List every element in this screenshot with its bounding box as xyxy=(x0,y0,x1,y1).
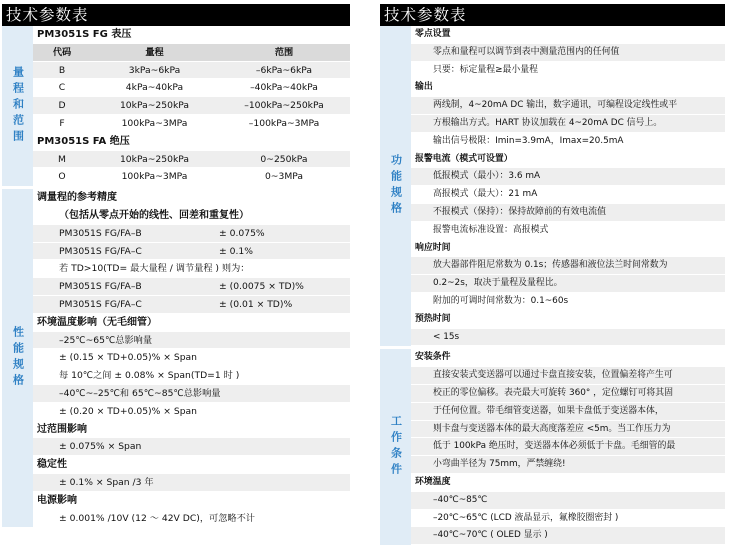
alarm-line: 低报模式（最小）：3.6 mA xyxy=(411,168,725,186)
table-row xyxy=(33,62,350,80)
fa-table-title: PM3051S FA 绝压 xyxy=(33,133,350,151)
resp-line: 附加的可调时间常数为：0.1~60s xyxy=(411,293,725,311)
cell: PM3051S FG/FA–C xyxy=(59,245,142,257)
cell: –100kPa~3MPa xyxy=(248,117,320,129)
left-title: 技术参数表 xyxy=(2,4,350,26)
right-title: 技术参数表 xyxy=(380,4,725,26)
perf-section xyxy=(2,189,350,527)
cell: –6kPa~6kPa xyxy=(255,64,313,76)
td-note: 若 TD>10(TD= 最大量程 / 调节量程 ) 则为： xyxy=(33,260,350,278)
col-code: 代码 xyxy=(52,46,72,58)
cell: O xyxy=(58,171,66,183)
cell: F xyxy=(59,117,65,129)
func-side-label: 功能规格 xyxy=(380,26,411,346)
cell: 100kPa~3MPa xyxy=(121,117,188,129)
install-line: 直接安装式变送器可以通过卡盘直接安装，位置偏差将产生可 xyxy=(411,367,725,385)
table-row xyxy=(33,79,350,97)
cell: 4kPa~40kPa xyxy=(125,82,184,94)
table-row xyxy=(33,296,350,314)
table-row xyxy=(33,168,350,186)
perf-side-label: 性能规格 xyxy=(2,189,33,527)
cell: –40kPa~40kPa xyxy=(250,82,318,94)
resp-line: 放大器部件阻尼常数为 0.1s；传感器和液位法兰时间常数为 xyxy=(411,257,725,275)
alarm-title: 报警电流（模式可设置） xyxy=(411,151,725,169)
accuracy-note: （包括从零点开始的线性、回差和重复性） xyxy=(33,207,350,225)
cell: 100kPa~3MPa xyxy=(121,171,188,183)
cell: 0~250kPa xyxy=(260,153,308,165)
cell: PM3051S FG/FA–C xyxy=(59,298,142,310)
range-side-label: 量程和范围 xyxy=(2,26,33,186)
cell: PM3051S FG/FA–B xyxy=(59,227,142,239)
env-line: ± (0.20 × TD+0.05)% × Span xyxy=(33,403,350,421)
cell: 10kPa~250kPa xyxy=(119,100,190,112)
resp-line: 0.2~2s，取决于量程及量程比。 xyxy=(411,275,725,293)
cell: D xyxy=(58,100,66,112)
install-line: 于任何位置。带毛细管变送器，如果卡盘低于变送器本体， xyxy=(411,403,725,421)
zero-line: 只要：标定量程≥最小量程 xyxy=(411,62,725,80)
stab-value: ± 0.1% × Span /3 年 xyxy=(33,474,350,492)
table-row xyxy=(33,151,350,169)
cell: ± (0.01 × TD)% xyxy=(219,298,293,310)
cell: C xyxy=(58,82,66,94)
resp-title: 响应时间 xyxy=(411,240,725,258)
stab-title: 稳定性 xyxy=(33,456,350,474)
output-title: 输出 xyxy=(411,79,725,97)
work-section xyxy=(380,349,725,545)
table-row xyxy=(33,225,350,243)
col-scope: 范围 xyxy=(274,46,294,58)
env-title: 环境温度影响（无毛细管） xyxy=(33,314,350,332)
temp-line: –40℃~70℃ ( OLED 显示 ) xyxy=(411,527,725,545)
install-line: 小弯曲半径为 75mm，严禁缠绕! xyxy=(411,456,725,474)
col-range: 量程 xyxy=(145,46,164,58)
cell: B xyxy=(58,64,66,76)
power-title: 电源影响 xyxy=(33,492,350,510)
env-line: –25℃~65℃总影响量 xyxy=(33,332,350,350)
zero-line: 零点和量程可以调节到表中测量范围内的任何值 xyxy=(411,44,725,62)
install-line: 低于 100kPa 绝压时，变送器本体必须低于卡盘。毛细管的最 xyxy=(411,438,725,456)
over-title: 过范围影响 xyxy=(33,421,350,439)
preheat-title: 预热时间 xyxy=(411,311,725,329)
env-line: ± (0.15 × TD+0.05)% × Span xyxy=(33,349,350,367)
install-line: 则卡盘与变送器本体的最大高度落差应 <5m。当工作压力为 xyxy=(411,421,725,439)
func-section xyxy=(380,26,725,346)
alarm-line: 报警电流标准设置：高报模式 xyxy=(411,222,725,240)
env-line: 每 10℃之间 ± 0.08% × Span(TD=1 时 ) xyxy=(33,367,350,385)
table-row xyxy=(33,115,350,133)
table-row xyxy=(33,97,350,115)
range-table-header xyxy=(33,44,350,62)
temp-line: –20℃~65℃ (LCD 液晶显示，氟橡胶圈密封 ) xyxy=(411,510,725,528)
zero-title: 零点设置 xyxy=(411,26,725,44)
left-column xyxy=(2,4,350,527)
cell: ± (0.0075 × TD)% xyxy=(219,281,304,293)
right-column xyxy=(380,4,725,545)
output-line: 输出信号极限：Imin=3.9mA，Imax=20.5mA xyxy=(411,133,725,151)
work-side-label: 工作条件 xyxy=(380,349,411,545)
cell: 0~3MPa xyxy=(264,171,304,183)
preheat-value: < 15s xyxy=(411,329,725,347)
power-value: ± 0.001% /10V (12 ～ 42V DC)，可忽略不计 xyxy=(33,510,350,528)
cell: 3kPa~6kPa xyxy=(128,64,181,76)
output-line: 方根输出方式。HART 协议加载在 4~20mA DC 信号上。 xyxy=(411,115,725,133)
cell: –100kPa~250kPa xyxy=(244,100,324,112)
cell: ± 0.075% xyxy=(219,227,265,239)
alarm-line: 高报模式（最大）：21 mA xyxy=(411,186,725,204)
table-row xyxy=(33,278,350,296)
fg-table-title: PM3051S FG 表压 xyxy=(33,26,350,44)
temp-line: –40℃~85℃ xyxy=(411,492,725,510)
cell: PM3051S FG/FA–B xyxy=(59,281,142,293)
table-row xyxy=(33,243,350,261)
over-value: ± 0.075% × Span xyxy=(33,438,350,456)
accuracy-title: 调量程的参考精度 xyxy=(33,189,350,207)
install-title: 安装条件 xyxy=(411,349,725,367)
cell: 10kPa~250kPa xyxy=(119,153,190,165)
range-section xyxy=(2,26,350,186)
install-line: 校正的零位偏移。表壳最大可旋转 360° ，定位螺钉可将其固 xyxy=(411,385,725,403)
temp-title: 环境温度 xyxy=(411,474,725,492)
cell: ± 0.1% xyxy=(219,245,253,257)
cell: M xyxy=(58,153,66,165)
output-line: 两线制，4~20mA DC 输出，数字通讯，可编程设定线性或平 xyxy=(411,97,725,115)
env-line: –40℃~–25℃和 65℃~85℃总影响量 xyxy=(33,385,350,403)
alarm-line: 不报模式（保持）：保持故障前的有效电流值 xyxy=(411,204,725,222)
